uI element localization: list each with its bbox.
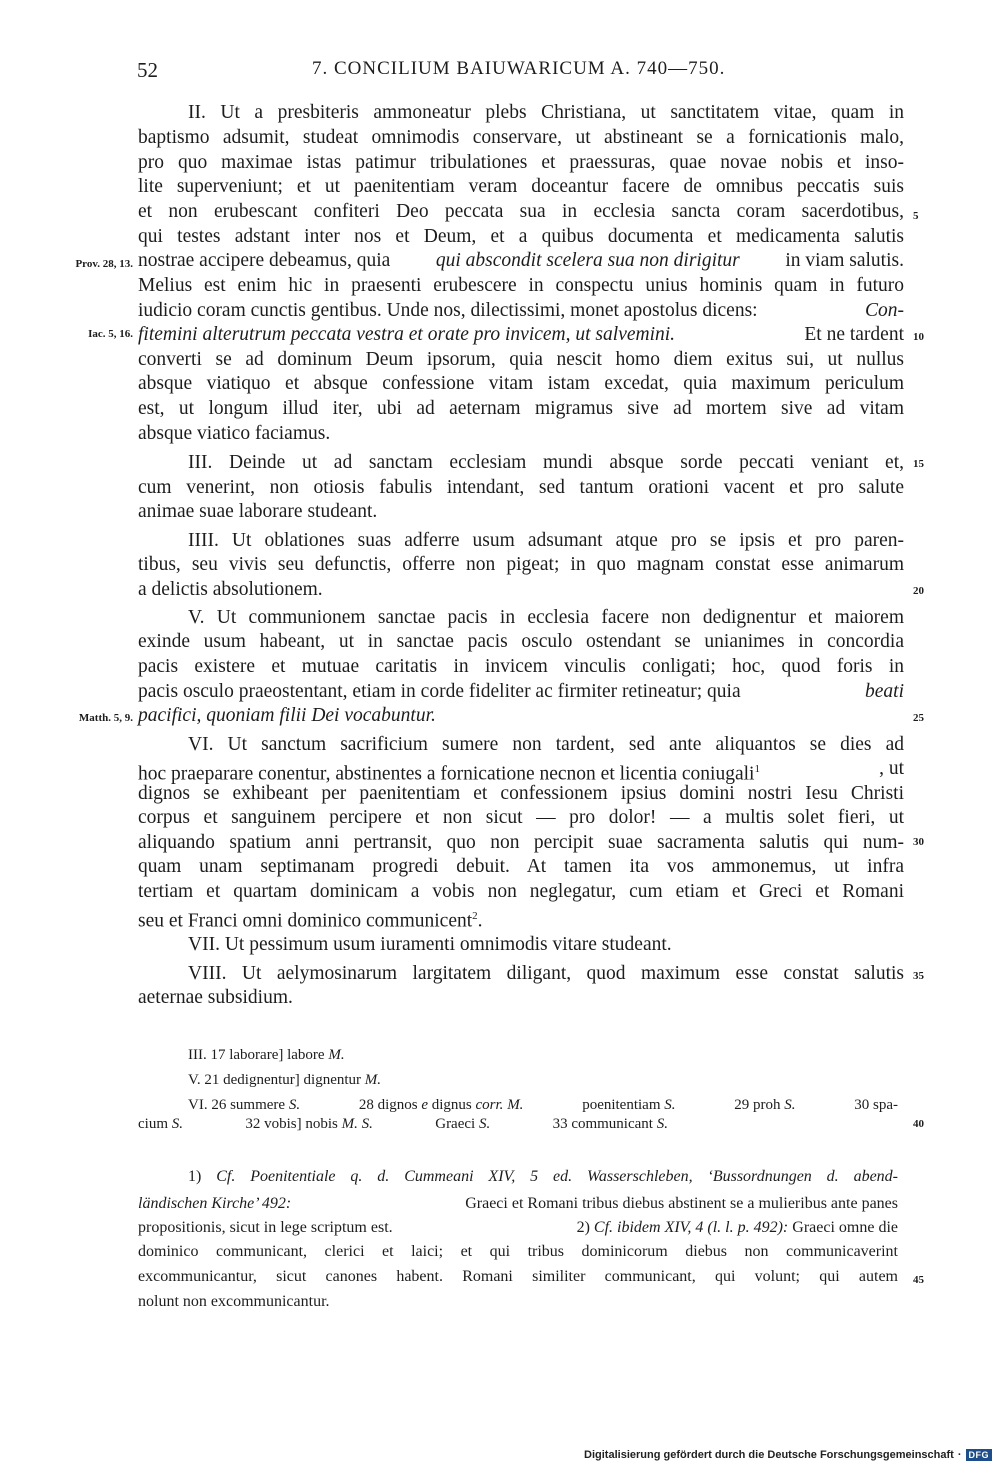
scripture-quote: fitemini alterutrum peccata vestra et orate pro invicem, ut salvemini.: [138, 324, 676, 345]
apparatus-siglum: S.: [288, 1097, 301, 1113]
apparatus-entry: [188, 1095, 300, 1115]
apparatus-text: VI. 26 summere: [188, 1097, 286, 1113]
footnote-citation: Cf. ibidem XIV, 4 (l. l. p. 492):: [593, 1219, 789, 1236]
digitization-credit: [584, 1449, 992, 1461]
apparatus-text: 30 spa-: [854, 1097, 898, 1113]
text-line: Melius est enim hic in praesenti erubescere in conspectu unius hominis quam in futuro: [138, 275, 904, 296]
text-line: [138, 904, 483, 934]
text-segment: iudicio coram cunctis gentibus. Unde nos, dilectissimi, monet apostolus dicens:: [138, 300, 758, 321]
dfg-logo: DFG: [966, 1449, 993, 1461]
apparatus-text: V. 21 dedignentur] dignentur: [188, 1072, 362, 1088]
line-number: 40: [913, 1118, 924, 1130]
footnote-line: [188, 1165, 898, 1189]
text-segment: pacis osculo praeostentant, etiam in corde fideliter ac firmiter retineatur; quia: [138, 681, 741, 702]
text-line: quam unam septimanam progredi debuit. At tamen ita vos ammonemus, ut infra: [138, 856, 904, 877]
apparatus-line: [188, 1045, 345, 1065]
apparatus-siglum: M. S.: [341, 1116, 373, 1132]
line-number: 30: [913, 836, 924, 848]
text-line: tibus, seu vivis seu defunctis, offerre non pigeat; in quo magnam constat esse animarum: [138, 554, 904, 575]
text-line: II. Ut a presbiteris ammoneatur plebs Christiana, ut sanctitatem vitae, quam in: [188, 102, 904, 123]
text-line: pro quo maximae istas patimur tribulationes et praessuras, quae novae nobis et inso-: [138, 152, 904, 173]
apparatus-siglum: corr.: [475, 1097, 504, 1113]
text-line: aeternae subsidium.: [138, 987, 293, 1008]
line-number: 5: [913, 210, 919, 222]
text-line: a delictis absolutionem.: [138, 579, 323, 600]
scripture-quote: pacifici, quoniam filii Dei vocabuntur.: [138, 705, 436, 726]
text-line: est, ut longum illud iter, ubi ad aeternam migramus sive ad mortem sive ad vitam: [138, 398, 904, 419]
scripture-quote: beati: [865, 681, 904, 702]
text-segment: .: [477, 910, 483, 932]
line-number: 15: [913, 458, 924, 470]
footnote-text: Graeci et Romani tribus diebus abstinent se a mulieribus ante panes: [465, 1195, 898, 1212]
margin-ref-matth: Matth. 5, 9.: [78, 712, 133, 724]
line-number: 10: [913, 331, 924, 343]
footnote-line: [138, 1192, 898, 1216]
text-line: baptismo adsumit, studeat omnimodis conservare, ut abstineant se a fornicationis malo,: [138, 127, 904, 148]
apparatus-text: Graeci: [435, 1116, 476, 1132]
footnote-marker: 2: [472, 910, 478, 922]
text-line: IIII. Ut oblationes suas adferre usum adsumant atque pro se ipsis et pro paren-: [188, 530, 904, 551]
text-line: et non erubescant confiteri Deo peccata sua in ecclesia sancta coram sacerdotibus,: [138, 201, 904, 222]
apparatus-siglum: S.: [664, 1097, 676, 1113]
apparatus-text: 28 dignos: [358, 1097, 418, 1113]
text-line: [138, 704, 436, 729]
text-line: exinde usum habeant, ut in sanctae pacis osculo ostendant se unianimes in concordia: [138, 631, 904, 652]
apparatus-line: [188, 1095, 898, 1115]
text-line: dignos se exhibeant per paenitentiam et confessionem ipsius domini nostri Iesu Christi: [138, 783, 904, 804]
apparatus-siglum: S.: [656, 1116, 668, 1132]
footnote-text: Graeci omne die: [792, 1219, 898, 1236]
apparatus-entry: [734, 1095, 795, 1115]
apparatus-entry: [582, 1095, 675, 1115]
footnote-citation: Cf. Poenitentiale q. d. Cummeani XIV, 5 ed. Wasserschleben, ‘Bussordnungen d. abend-: [216, 1168, 899, 1185]
footnote-line: [138, 1216, 898, 1240]
scripture-quote: Con-: [865, 300, 904, 321]
text-line: [138, 249, 904, 274]
text-line: VIII. Ut aelymosinarum largitatem diligant, quod maximum esse constat salutis: [188, 963, 904, 984]
apparatus-text: 32 vobis] nobis: [245, 1116, 338, 1132]
apparatus-entry: [245, 1114, 373, 1134]
apparatus-entry: [359, 1095, 524, 1115]
apparatus-text: dignus: [431, 1097, 472, 1113]
text-segment: hoc praeparare conentur, abstinentes a fornicatione necnon et licentia coniugali: [138, 763, 755, 785]
text-line: cum venerint, non otiosis fabulis intendant, sed tantum orationi vacent et pro salute: [138, 477, 904, 498]
footnote-marker: 1: [754, 763, 760, 775]
line-number: 20: [913, 585, 924, 597]
line-number: 25: [913, 712, 924, 724]
text-line: [138, 680, 904, 705]
text-line: pacis existere et mutuae caritatis in invicem vinculis conligati; hoc, quod foris in: [138, 656, 904, 677]
text-segment: in viam salutis.: [785, 250, 904, 271]
footnote-number: 2): [576, 1219, 590, 1236]
apparatus-siglum: S.: [478, 1116, 491, 1132]
apparatus-siglum: M.: [507, 1097, 524, 1113]
text-segment: Et ne tardent: [804, 324, 904, 345]
digitization-text: Digitalisierung gefördert durch die Deutsche Forschungsgemeinschaft: [584, 1449, 954, 1461]
text-segment: , ut: [879, 758, 904, 779]
text-line: VII. Ut pessimum usum iuramenti omnimodis vitare studeant.: [188, 934, 672, 955]
text-line: aliquando spatium anni pertransit, quo non percipit suae sacramenta salutis qui num-: [138, 832, 904, 853]
line-number: 45: [913, 1274, 924, 1286]
footnote-text: propositionis, sicut in lege scriptum est.: [138, 1219, 393, 1236]
apparatus-siglum: M.: [328, 1047, 345, 1063]
text-line: absque viatico faciamus.: [138, 423, 331, 444]
apparatus-line: [138, 1114, 668, 1134]
page-number: 52: [137, 58, 158, 82]
text-line: qui testes adstant inter nos et Deum, et a quibus documenta et medicamenta salutis: [138, 226, 904, 247]
text-segment: nostrae accipere debeamus, quia: [138, 250, 391, 271]
apparatus-siglum: e: [421, 1097, 428, 1113]
footer-separator: ·: [957, 1449, 962, 1461]
apparatus-siglum: S.: [171, 1116, 183, 1132]
margin-ref-iac: Iac. 5, 16.: [88, 328, 133, 340]
apparatus-entry: [138, 1114, 183, 1134]
footnote-line: dominico communicant, clerici et laici; et qui tribus dominicorum diebus non communicaverint: [138, 1243, 898, 1260]
text-line: [138, 299, 904, 324]
text-line: VI. Ut sanctum sacrificium sumere non tardent, sed ante aliquantos se dies ad: [188, 734, 904, 755]
footnote-line: excommunicantur, sicut canones habent. Romani similiter communicant, qui volunt; qui autem: [138, 1268, 898, 1285]
text-line: [138, 323, 904, 348]
line-number: 35: [913, 970, 924, 982]
footnote-number: 1): [188, 1168, 202, 1185]
apparatus-line: [188, 1070, 381, 1090]
footnote-entry: [577, 1216, 898, 1240]
text-line: absque viatiquo et absque confessione vitam istam excedat, quia maximum periculum: [138, 373, 904, 394]
text-line: converti se ad dominum Deum ipsorum, quia nescit homo diem exitus sui, ut nullus: [138, 349, 904, 370]
apparatus-entry: [553, 1114, 668, 1134]
apparatus-text: poenitentiam: [582, 1097, 661, 1113]
apparatus-text: 29 proh: [734, 1097, 781, 1113]
text-line: corpus et sanguinem percipere et non sicut — pro dolor! — a multis solet fieri, ut: [138, 807, 904, 828]
text-line: animae suae laborare studeant.: [138, 501, 378, 522]
apparatus-text: cium: [138, 1116, 168, 1132]
text-line: III. Deinde ut ad sanctam ecclesiam mundi absque sorde peccati veniant et,: [188, 452, 904, 473]
text-line: tertiam et quartam dominicam a vobis non neglegatur, cum etiam et Greci et Romani: [138, 881, 904, 902]
text-line: V. Ut communionem sanctae pacis in ecclesia facere non dedignentur et maiorem: [188, 607, 904, 628]
apparatus-text: III. 17 laborare] labore: [188, 1047, 325, 1063]
footnote-line: nolunt non excommunicantur.: [138, 1293, 330, 1310]
apparatus-siglum: M.: [364, 1072, 382, 1088]
text-line: lite superveniunt; et ut paenitentiam veram doceantur facere de omnibus peccatis suis: [138, 176, 904, 197]
margin-ref-prov: Prov. 28, 13.: [75, 258, 133, 270]
apparatus-entry: [435, 1114, 490, 1134]
apparatus-siglum: S.: [784, 1097, 796, 1113]
apparatus-text: 33 communicant: [552, 1116, 653, 1132]
text-segment: seu et Franci omni dominico communicent: [138, 910, 473, 932]
scripture-quote: qui abscondit scelera sua non dirigitur: [435, 250, 740, 271]
running-title: 7. CONCILIUM BAIUWARICUM A. 740—750.: [312, 58, 726, 79]
footnote-citation: ländischen Kirche’ 492:: [138, 1195, 292, 1212]
